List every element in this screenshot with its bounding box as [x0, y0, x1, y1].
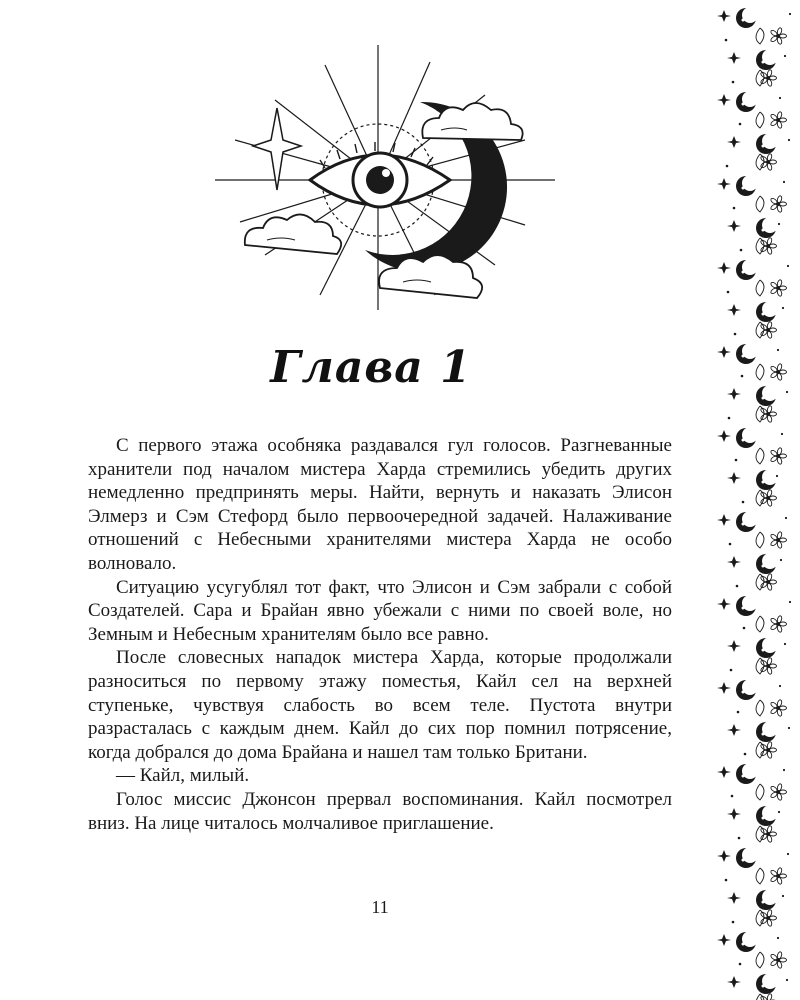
paragraph: — Кайл, милый.	[116, 765, 250, 787]
floral-moon-pattern	[716, 0, 800, 1000]
chapter-title: Глава 1	[270, 342, 472, 393]
chapter-body	[88, 434, 672, 835]
paragraph: С первого этажа особняка раздавался гул голосов. Разгневанные хранители под началом мистера Харда стремились убедить других немедленно предпринять меры. Найти, вернуть и наказать Элисон Элмерз и Сэм Стефорд было первоочередной задачей. Налаживание отношений с Небесными хранителями мистера Харда не особо волновало.	[88, 435, 672, 574]
floral-moon-border	[716, 0, 800, 1000]
eye-moon-clouds-emblem	[205, 40, 565, 315]
page-number: 11	[371, 897, 389, 917]
paragraph: Ситуацию усугублял тот факт, что Элисон и Сэм забрали с собой Создателей. Сара и Брайан явно убежали с ними по своей воле, но Земным и Небесным хранителям было все равно.	[88, 576, 672, 645]
paragraph: Голос миссис Джонсон прервал воспоминания. Кайл посмотрел вниз. На лице читалось молчаливое приглашение.	[88, 788, 672, 834]
paragraph: После словесных нападок мистера Харда, которые продолжали разноситься по первому этажу поместья, Кайл сел на верхней ступеньке, чувствуя слабость во всем теле. Пустота внутри разрасталась с каждым днем. Кайл до сих пор помнил потрясение, когда добрался до дома Брайана и нашел там только Британи.	[88, 647, 672, 763]
